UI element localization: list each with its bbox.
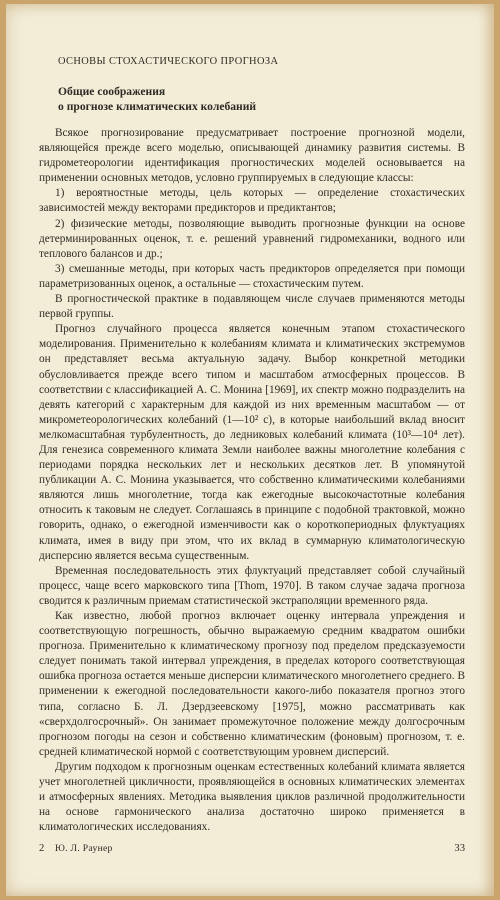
paragraph: Прогноз случайного процесса является конечным этапом стохастического моделирования. Применительно к колебаниям климата и климатических экстремумов он представляет весьма актуальную задачу. Выбор конкретной методики обусловливается прежде всего типом и масштабом атмосферных процессов. В соответствии с классификацией А. С. Монина [1969], их спектр можно подразделить на девять категорий с характерным для каждой из них временным масштабом — от микрометеорологических колебаний (1—10² с), в которые наибольший вклад вносит мелкомасштабная турбулентность, до ледниковых колебаний климата (10³—10⁴ лет). Для генезиса современного климата Земли наиболее важны многолетние колебания с периодами порядка нескольких лет и нескольких десятков лет. В упомянутой публикации А. С. Монина указывается, что собственно климатическими колебаниями являются лишь многолетние, тогда как ежегодные высокочастотные колебания относить к таковым не следует. Соглашаясь в принципе с подобной трактовкой, можно говорить, однако, о ежегодной изменчивости как о короткопериодных флуктуациях климата, имея в виду при этом, что их вклад в суммарную климатологическую дисперсию является весьма существенным.: [39, 323, 465, 562]
section-title: [58, 84, 256, 114]
page-number: 33: [454, 843, 465, 854]
book-page: [6, 4, 494, 896]
paragraph: 3) смешанные методы, при которых часть предикторов определяется при помощи параметризованных оценок, а остальные — стохастическим путем.: [39, 262, 465, 290]
paragraph: Другим подходом к прогнозным оценкам естественных колебаний климата является учет многолетней цикличности, проявляющейся в основных климатических элементах и атмосферных явлениях. Методика выявления циклов различной продолжительности на основе гармонического анализа достаточно широко применяется в климатологических исследованиях.: [39, 760, 465, 834]
author-signature: Ю. Л. Раунер: [55, 843, 113, 854]
running-head: ОСНОВЫ СТОХАСТИЧЕСКОГО ПРОГНОЗА: [58, 56, 279, 67]
paragraph: Как известно, любой прогноз включает оценку интервала упреждения и соответствующую погрешность, обычно выражаемую средним квадратом ошибки прогноза. Применительно к климатическому прогнозу под пределом предсказуемости следует понимать такой интервал упреждения, в пределах которого соответствующая ошибка прогноза остается меньше дисперсии климатического многолетнего среднего. В применении к ежегодной последовательности какого-либо показателя прогноз этого типа, согласно Б. Л. Дзердзеевскому [1975], можно рассматривать как «сверхдолгосрочный». Он занимает промежуточное положение между долгосрочным прогнозом погоды на сезон и собственно климатическим (фоновым) прогнозом, т. е. средней климатической нормой с соответствующим уровнем дисперсий.: [39, 610, 465, 758]
paragraph: 1) вероятностные методы, цель которых — определение стохастических зависимостей между векторами предикторов и предиктантов;: [39, 187, 465, 215]
paragraph: В прогностической практике в подавляющем числе случаев применяются методы первой группы.: [39, 293, 465, 321]
paragraph: Временная последовательность этих флуктуаций представляет собой случайный процесс, чаще всего марковского типа [Thom, 1970]. В таком случае задача прогноза сводится к различным приемам статистической экстраполяции временного ряда.: [39, 564, 465, 607]
section-title-line-1: Общие соображения: [58, 85, 166, 98]
body-text: [39, 126, 465, 835]
paragraph: 2) физические методы, позволяющие выводить прогнозные функции на основе детерминированных оценок, т. е. решений уравнений гидромеханики, водного или теплового балансов и др.;: [39, 217, 465, 260]
section-title-line-2: о прогнозе климатических колебаний: [58, 100, 257, 113]
paragraph: Всякое прогнозирование предусматривает построение прогнозной модели, являющейся прежде всего моделью, описывающей динамику развития системы. В гидрометеорологии идентификация прогностических моделей основывается на применении основных методов, условно группируемых в следующие классы:: [39, 127, 465, 185]
signature-mark: 2: [39, 843, 45, 854]
